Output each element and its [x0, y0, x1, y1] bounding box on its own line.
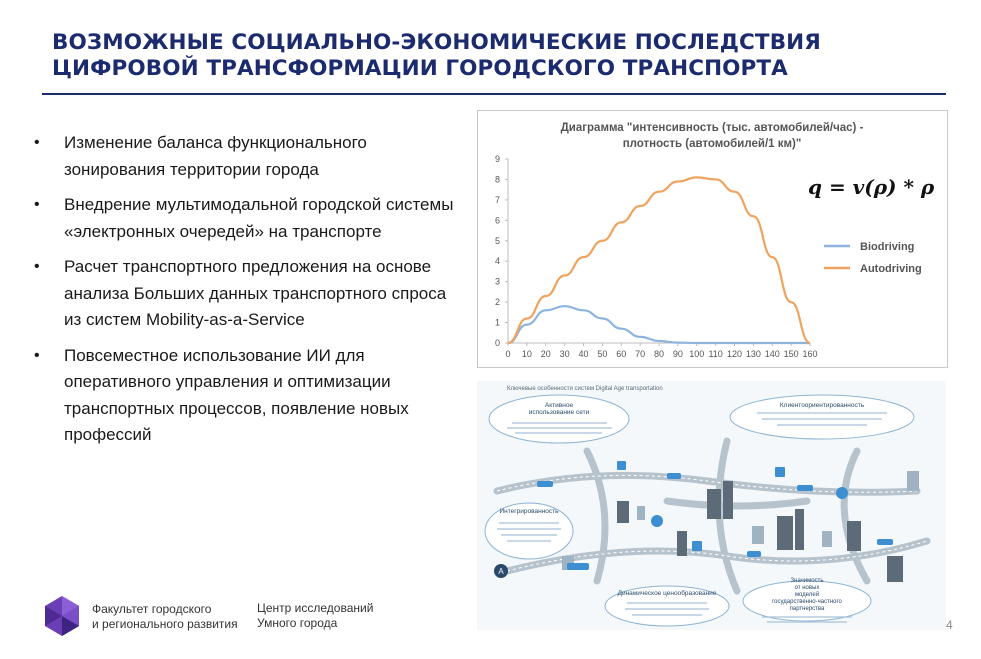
x-tick-label: 130 — [745, 349, 761, 359]
x-tick-label: 10 — [521, 349, 532, 359]
infographic-canvas — [477, 381, 946, 630]
x-tick-label: 70 — [635, 349, 646, 359]
x-tick-label: 0 — [505, 349, 511, 359]
chart-title-line-2: плотность (автомобилей/1 км)" — [622, 138, 802, 150]
label-model-4: государственно-частного — [772, 599, 842, 605]
series-line-autodriving — [508, 177, 810, 343]
series-line-biodriving — [508, 306, 810, 343]
bullet-dot: • — [34, 196, 40, 213]
label-model-3: моделей — [794, 592, 820, 598]
page-title — [52, 30, 952, 82]
x-tick-label: 150 — [783, 349, 799, 359]
x-tick-label: 100 — [689, 349, 705, 359]
intensity-density-chart — [477, 110, 948, 368]
faculty-name — [92, 602, 238, 632]
x-tick-label: 50 — [597, 349, 608, 359]
bullet-text: Внедрение мультимодальной городской системы «электронных очередей» на транспорте — [64, 195, 454, 241]
y-tick-label: 8 — [494, 174, 500, 185]
infographic-title: Ключевые особенности систем Digital Age transportation — [507, 386, 663, 392]
y-tick-label: 1 — [494, 317, 500, 328]
chart-title-line-1: Диаграмма "интенсивность (тыс. автомобилей/час) - — [560, 122, 864, 134]
x-tick-label: 120 — [726, 349, 743, 359]
y-tick-label: 4 — [494, 256, 500, 267]
legend-label-autodriving: Autodriving — [860, 263, 922, 275]
faculty-logo-icon — [42, 594, 82, 638]
x-tick-label: 40 — [578, 349, 589, 359]
label-active-2: использование сети — [528, 409, 590, 416]
legend-label-biodriving: Biodriving — [860, 241, 915, 253]
bullet-text: Изменение баланса функционального зонирования территории города — [64, 133, 367, 179]
chart-canvas — [478, 111, 947, 367]
pin-letter: A — [498, 567, 504, 576]
bullet-list — [34, 130, 454, 458]
bullet-item — [34, 130, 454, 183]
bullet-text: Расчет транспортного предложения на основе анализа Больших данных транспортного спроса из систем Mobility-as-a-Service — [64, 257, 447, 329]
center-line-1: Центр исследований — [257, 601, 374, 615]
chart-formula: q = v(ρ) * ρ — [808, 175, 935, 199]
y-tick-label: 9 — [494, 154, 500, 164]
y-tick-label: 3 — [494, 276, 500, 287]
research-center-name — [257, 601, 373, 631]
x-tick-label: 30 — [559, 349, 570, 359]
faculty-line-1: Факультет городского — [92, 602, 212, 616]
title-divider — [42, 93, 946, 95]
label-model-2: от новых — [794, 585, 820, 591]
label-integration: Интегрированность — [499, 508, 559, 515]
y-tick-label: 6 — [494, 215, 500, 226]
bullet-dot: • — [34, 346, 40, 364]
bullet-dot: • — [34, 258, 40, 275]
y-tick-label: 7 — [494, 194, 500, 205]
label-client: Клиентоориентированность — [779, 402, 865, 409]
label-model-1: Значимость — [790, 578, 824, 584]
center-line-2: Умного города — [257, 616, 338, 630]
x-tick-label: 110 — [708, 349, 723, 359]
x-tick-label: 20 — [540, 349, 551, 359]
bullet-item — [34, 254, 454, 334]
y-tick-label: 5 — [494, 235, 500, 246]
y-tick-label: 2 — [494, 297, 500, 308]
digital-transport-infographic — [477, 381, 946, 630]
label-active-1: Активное — [544, 402, 574, 409]
chart-legend — [824, 241, 922, 275]
title-line-2: ЦИФРОВОЙ ТРАНСФОРМАЦИИ ГОРОДСКОГО ТРАНСПОРТА — [52, 56, 788, 81]
bullet-item — [34, 343, 454, 449]
x-tick-label: 90 — [672, 349, 683, 359]
x-tick-label: 80 — [653, 349, 665, 359]
chart-series — [508, 177, 810, 343]
title-line-1: ВОЗМОЖНЫЕ СОЦИАЛЬНО-ЭКОНОМИЧЕСКИЕ ПОСЛЕДСТВИЯ — [52, 30, 821, 55]
page-number: 4 — [946, 618, 953, 632]
faculty-line-2: и регионального развития — [92, 617, 238, 631]
bullet-dot: • — [34, 134, 40, 151]
x-tick-label: 160 — [802, 349, 818, 359]
y-tick-label: 0 — [494, 338, 500, 348]
label-dynamic: Динамическое ценообразование — [617, 590, 717, 597]
label-model-5: партнерства — [789, 606, 825, 612]
x-tick-label: 60 — [616, 349, 627, 359]
location-pin-icon — [494, 564, 508, 578]
bullet-text: Повсеместное использование ИИ для оперативного управления и оптимизации транспортных процессов, появление новых профессий — [64, 345, 409, 444]
bullet-item — [34, 192, 454, 245]
x-tick-label: 140 — [764, 349, 780, 359]
